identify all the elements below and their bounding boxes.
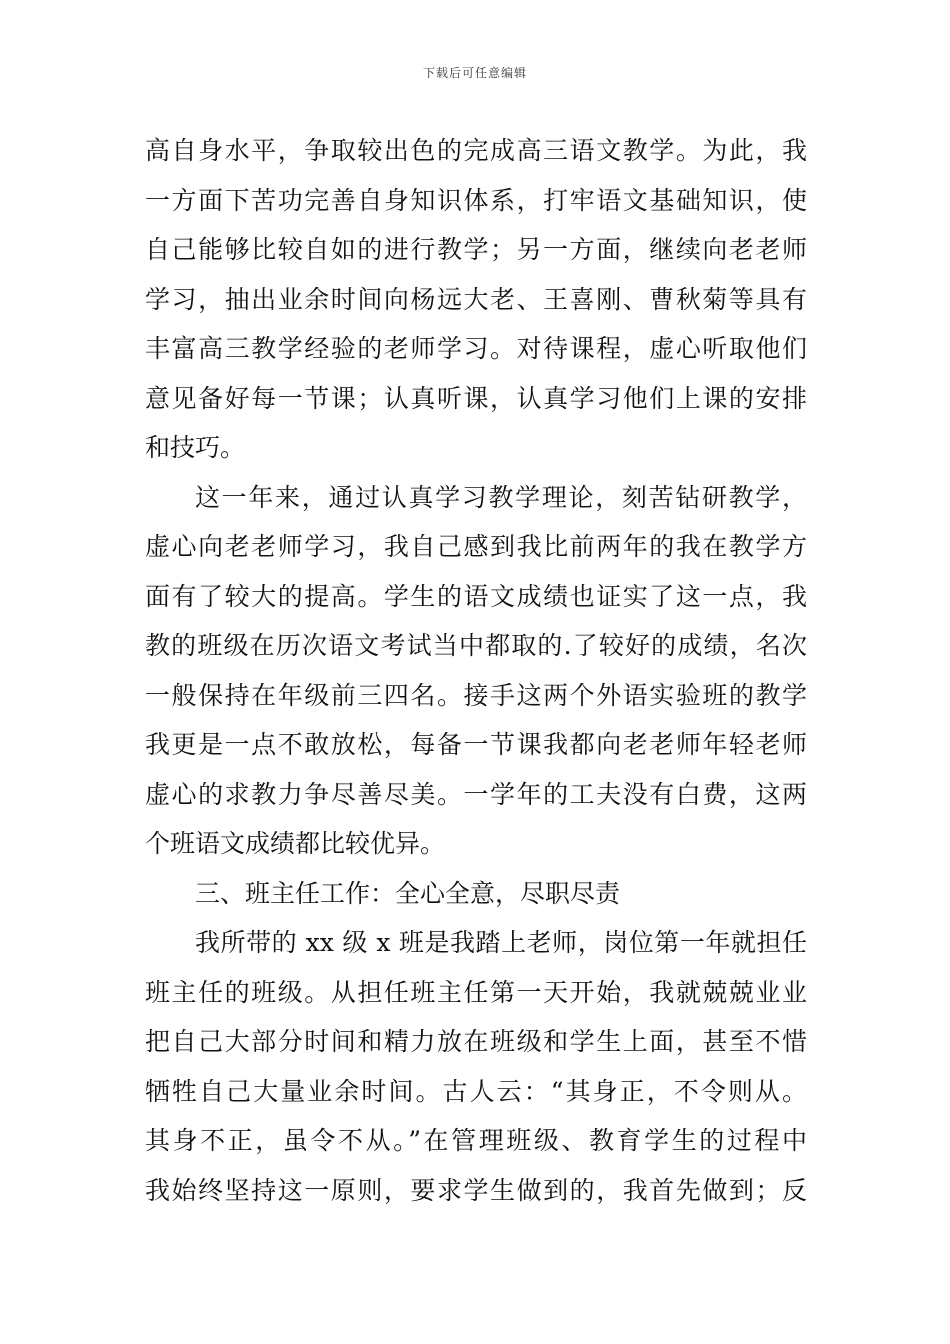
text-line: 个班语文成绩都比较优异。 xyxy=(145,829,446,858)
text-line: 虚心的求教力争尽善尽美。一学年的工夫没有白费，这两 xyxy=(145,779,807,809)
text-line: 一方面下苦功完善自身知识体系，打牢语文基础知识，使 xyxy=(145,185,807,215)
text-line: 和技巧。 xyxy=(145,433,246,462)
text-line: 自己能够比较自如的进行教学；另一方面，继续向老老师 xyxy=(145,235,807,264)
document-body xyxy=(145,126,807,1215)
page-header: 下载后可任意编辑 xyxy=(422,66,527,80)
text-line: 一般保持在年级前三四名。接手这两个外语实验班的教学 xyxy=(145,680,807,710)
text-line: 我更是一点不敢放松，每备一节课我都向老老师年轻老师 xyxy=(145,730,807,759)
text-line: 牺牲自己大量业余时间。古人云：“其身正，不令则从。 xyxy=(145,1076,807,1106)
text-line: 我始终坚持这一原则，要求学生做到的，我首先做到；反 xyxy=(145,1175,807,1205)
text-line: 其身不正，虽令不从。”在管理班级、教育学生的过程中 xyxy=(145,1126,807,1155)
section-heading: 三、班主任工作：全心全意，尽职尽责 xyxy=(195,878,621,908)
text-line: 教的班级在历次语文考试当中都取的.了较好的成绩，名次 xyxy=(145,631,807,660)
text-line: 学习，抽出业余时间向杨远大老、王喜刚、曹秋菊等具有 xyxy=(145,284,807,314)
text-line: 面有了较大的提高。学生的语文成绩也证实了这一点，我 xyxy=(145,581,807,611)
text-line: 丰富高三教学经验的老师学习。对待课程，虚心听取他们 xyxy=(145,334,807,363)
text-line: 意见备好每一节课；认真听课，认真学习他们上课的安排 xyxy=(145,383,807,413)
text-line: 虚心向老老师学习，我自己感到我比前两年的我在教学方 xyxy=(145,532,807,561)
text-line: 高自身水平，争取较出色的完成高三语文教学。为此，我 xyxy=(145,136,807,165)
text-line: 把自己大部分时间和精力放在班级和学生上面，甚至不惜 xyxy=(145,1027,807,1056)
text-line: 班主任的班级。从担任班主任第一天开始，我就兢兢业业 xyxy=(145,977,807,1007)
paragraph-first-line: 这一年来，通过认真学习教学理论，刻苦钻研教学， xyxy=(195,482,807,512)
paragraph-first-line: 我所带的 xx 级 x 班是我踏上老师，岗位第一年就担任 xyxy=(195,928,807,957)
